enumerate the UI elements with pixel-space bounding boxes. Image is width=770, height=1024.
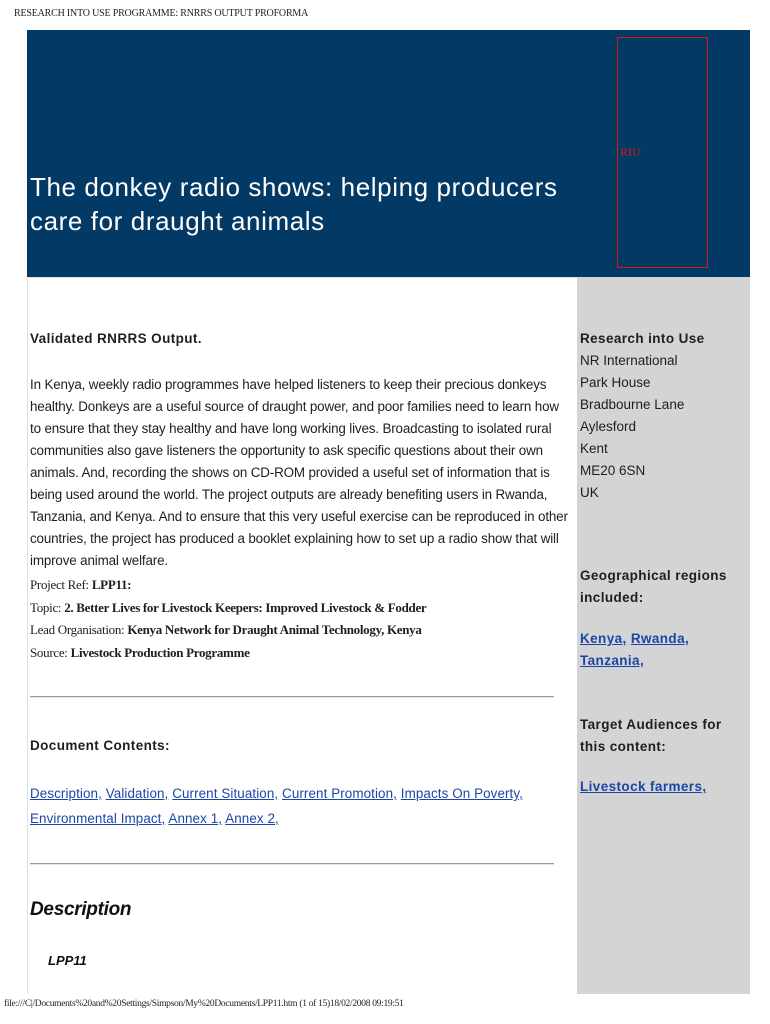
address-line: NR International	[580, 353, 678, 368]
topic-value: 2. Better Lives for Livestock Keepers: Improved Livestock & Fodder	[64, 599, 427, 615]
address-line: ME20 6SN	[580, 463, 646, 478]
description-project-code: LPP11	[48, 953, 87, 968]
sidebar-audiences-heading: Target Audiences for this content:	[580, 717, 722, 754]
region-link-tanzania[interactable]: Tanzania,	[580, 653, 645, 668]
riu-logo-alt-text: RIU	[620, 145, 641, 159]
document-contents-links	[30, 781, 570, 831]
summary-paragraph: In Kenya, weekly radio programmes have helped listeners to keep their precious donkeys healthy. Donkeys are a useful source of draught power, and poor families need to learn how to ensure that they stay healthy and have long working lives. Broadcasting to isolated rural communities also gave listeners the opportunity to ask specific questions about their own animals. And, recording the shows on CD-ROM provided a useful set of information that is being used around the world. The project outputs are already benefiting users in Rwanda, Tanzania, and Kenya. And to ensure that this very useful exercise can be reproduced in other countries, the project has produced a booklet explaining how to set up a radio show that will improve animal welfare.	[30, 377, 568, 568]
contents-link-description[interactable]: Description,	[30, 786, 102, 801]
source-label: Source:	[30, 644, 68, 660]
divider	[30, 863, 554, 865]
project-ref-label: Project Ref:	[30, 577, 89, 592]
project-ref-value: LPP11:	[91, 577, 132, 592]
address-line: Bradbourne Lane	[580, 397, 685, 412]
sidebar-address	[580, 350, 745, 504]
contents-link-environmental-impact[interactable]: Environmental Impact,	[30, 811, 166, 826]
page-title: The donkey radio shows: helping producers care for draught animals	[30, 172, 558, 236]
project-meta	[30, 574, 570, 664]
page-footer-path: file:///C|/Documents%20and%20Settings/Simpson/My%20Documents/LPP11.htm (1 of 15)18/02/2008 09:19:51	[4, 999, 404, 1009]
riu-logo-image	[617, 37, 708, 268]
contents-link-impacts-on-poverty[interactable]: Impacts On Poverty,	[400, 786, 524, 801]
sidebar-org-heading: Research into Use	[580, 331, 705, 346]
project-ref-row	[30, 574, 570, 597]
source-value: Livestock Production Programme	[70, 644, 250, 660]
topic-label: Topic:	[30, 599, 62, 615]
source-row	[30, 642, 570, 665]
divider	[30, 696, 554, 698]
description-heading: Description	[30, 899, 132, 920]
address-line: Aylesford	[580, 419, 637, 434]
contents-link-current-promotion[interactable]: Current Promotion,	[282, 786, 397, 801]
topic-row	[30, 597, 570, 620]
title-banner	[27, 30, 750, 277]
contents-link-validation[interactable]: Validation,	[105, 786, 169, 801]
main-panel-border-top	[27, 277, 577, 278]
main-panel-border-left	[27, 277, 28, 994]
contents-link-annex-1[interactable]: Annex 1,	[168, 811, 223, 826]
lead-org-value: Kenya Network for Draught Animal Technology, Kenya	[127, 622, 422, 637]
address-line: Park House	[580, 375, 651, 390]
sidebar-audiences-links	[580, 776, 745, 798]
region-link-kenya[interactable]: Kenya,	[580, 631, 627, 646]
audience-link-livestock-farmers[interactable]: Livestock farmers,	[580, 779, 707, 794]
sidebar-regions-links	[580, 628, 745, 672]
lead-org-row	[30, 619, 570, 642]
page-header-line: RESEARCH INTO USE PROGRAMME: RNRRS OUTPUT PROFORMA	[14, 8, 309, 19]
sidebar-regions-heading: Geographical regions included:	[580, 568, 727, 605]
validated-output-heading: Validated RNRRS Output.	[30, 331, 202, 346]
contents-link-annex-2[interactable]: Annex 2,	[225, 811, 279, 826]
address-line: Kent	[580, 441, 608, 456]
contents-link-current-situation[interactable]: Current Situation,	[172, 786, 279, 801]
address-line: UK	[580, 485, 599, 500]
lead-org-label: Lead Organisation:	[30, 622, 125, 637]
region-link-rwanda[interactable]: Rwanda,	[630, 631, 690, 646]
document-contents-heading: Document Contents:	[30, 738, 170, 753]
